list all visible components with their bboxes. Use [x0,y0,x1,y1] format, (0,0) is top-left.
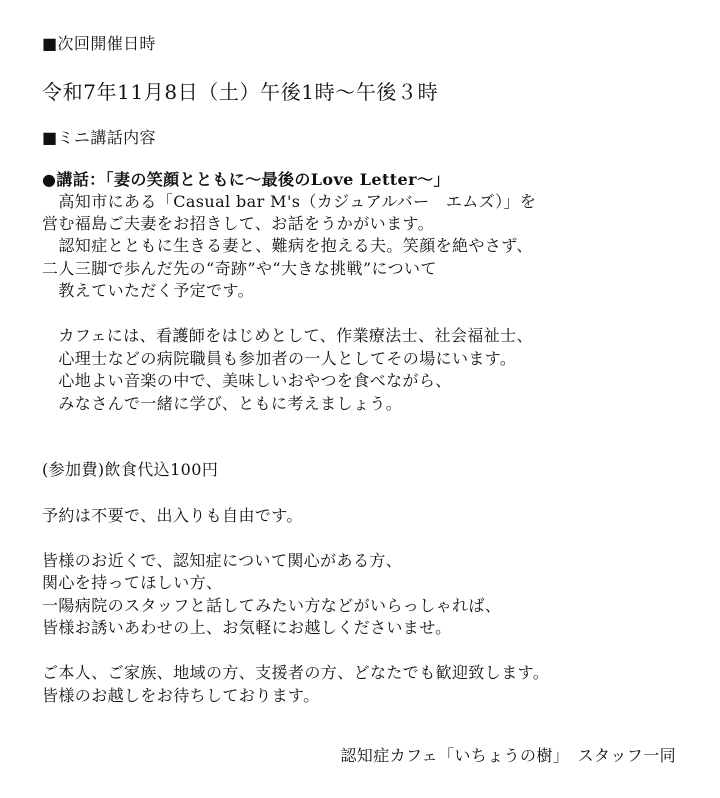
lecture-title: ●講話：「妻の笑顔とともに～最後のLove Letter～」 [42,170,450,189]
cafe-info-line: 心理士などの病院職員も参加者の一人としてその場にいます。 [42,349,517,368]
cafe-info-line: カフェには、看護師をはじめとして、作業療法士、社会福祉士、 [42,326,533,345]
next-session-heading: ■次回開催日時 [42,34,156,53]
welcome-line: ご本人、ご家族、地域の方、支援者の方、どなたでも歓迎致します。 [42,663,550,682]
invitation-line: 皆様のお近くで、認知症について関心がある方、 [42,551,403,570]
lecture-description-line: 教えていただく予定です。 [42,281,254,300]
cafe-info-line: みなさんで一緒に学び、ともに考えましょう。 [42,394,403,413]
signature: 認知症カフェ「いちょうの樹」 スタッフ一同 [340,746,676,765]
participation-fee: (参加費)飲食代込100円 [42,460,219,479]
lecture-heading: ■ミニ講話内容 [42,128,156,147]
lecture-description-line: 営む福島ご夫妻をお招きして、お話をうかがいます。 [42,214,435,233]
welcome-line: 皆様のお越しをお待ちしております。 [42,686,320,705]
cafe-info-line: 心地よい音楽の中で、美味しいおやつを食べながら、 [42,371,452,390]
lecture-description-line: 高知市にある「Casual bar M's（カジュアルバー エムズ）」を [42,192,537,211]
reservation-note: 予約は不要で、出入りも自由です。 [42,506,303,525]
invitation-line: 一陽病院のスタッフと話してみたい方などがいらっしゃれば、 [42,596,502,615]
invitation-line: 皆様お誘いあわせの上、お気軽にお越しくださいませ。 [42,618,452,637]
invitation-line: 関心を持ってほしい方、 [42,573,223,592]
next-session-date: 令和7年11月8日（土）午後1時～午後３時 [42,80,439,104]
lecture-description-line: 認知症とともに生きる妻と、難病を抱える夫。笑顔を絶やさず、 [42,236,533,255]
lecture-description-line: 二人三脚で歩んだ先の“奇跡”や“大きな挑戦”について [42,259,437,278]
